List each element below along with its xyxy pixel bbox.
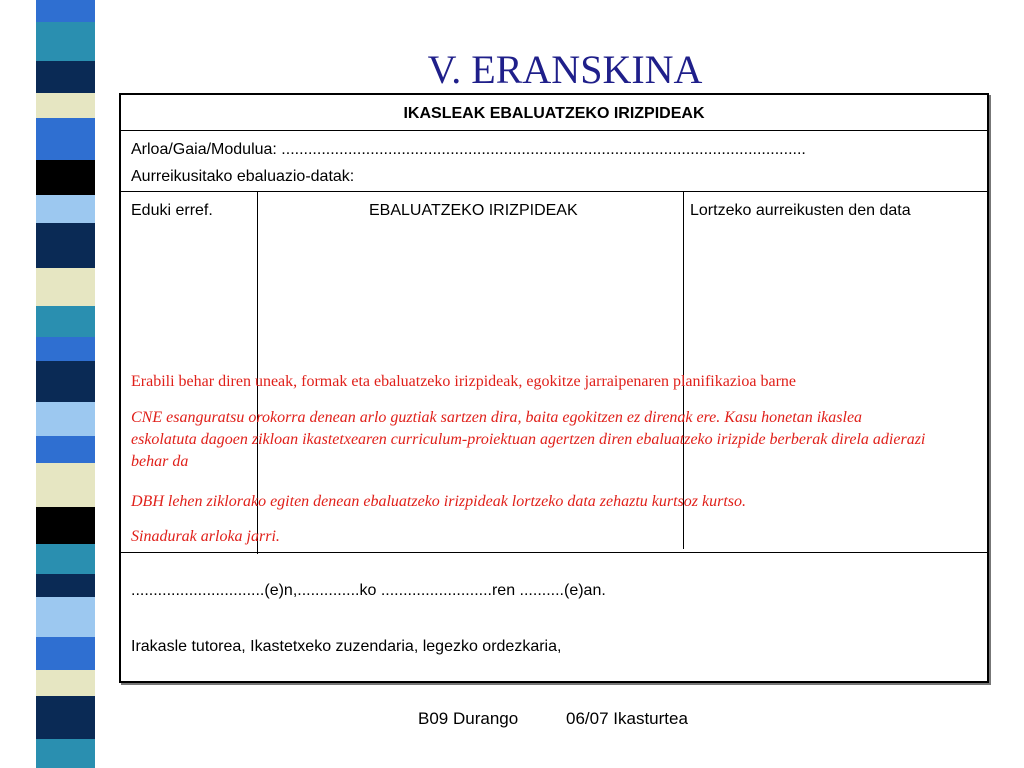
note-text: CNE esanguratsu orokorra denean arlo guztiak sartzen dira, baita egokitzen ez direnak ere. Kasu honetan ikaslea eskolatuta dagoen zikloan ikastetxearen curriculum-proiektuan agertzen diren ebaluatzeko irizpide berberak direla adierazi behar da — [131, 409, 926, 470]
strip-block — [36, 195, 95, 223]
strip-block — [36, 402, 95, 436]
strip-block — [36, 22, 95, 61]
strip-block — [36, 306, 95, 337]
evaluation-criteria-form — [119, 93, 989, 683]
strip-block — [36, 670, 95, 696]
place-date-line: ..............................(e)n,..............ko .........................ren ..........(e)an. — [131, 582, 606, 599]
signatures-line: Irakasle tutorea, Ikastetxeko zuzendaria, legezko ordezkaria, — [131, 638, 562, 655]
strip-block — [36, 268, 95, 306]
subject-line: Arloa/Gaia/Modulua: ...................................................................................................................... — [131, 141, 806, 158]
strip-block — [36, 160, 95, 195]
decorative-side-strip — [0, 0, 115, 768]
divider — [121, 552, 987, 553]
slide-title: V. ERANSKINA — [427, 47, 703, 92]
strip-block — [36, 696, 95, 739]
dates-line: Aurreikusitako ebaluazio-datak: — [131, 168, 355, 185]
strip-block — [36, 436, 95, 463]
strip-block — [36, 637, 95, 670]
strip-block — [36, 0, 95, 22]
divider — [121, 130, 987, 131]
strip-block — [36, 739, 95, 768]
strip-block — [36, 337, 95, 361]
strip-block — [36, 574, 95, 597]
note-text: DBH lehen ziklorako egiten denean ebaluatzeko irizpideak lortzeko data zehaztu kurtsoz kurtso. — [131, 493, 747, 510]
form-title: IKASLEAK EBALUATZEKO IRIZPIDEAK — [403, 105, 705, 122]
strip-block — [36, 597, 95, 637]
strip-block — [36, 361, 95, 402]
note-text: Erabili behar diren uneak, formak eta ebaluatzeko irizpideak, egokitze jarraipenaren planifikazioa barne — [131, 373, 796, 390]
footer-location: B09 Durango — [418, 709, 519, 728]
note-text: Sinadurak arloka jarri. — [131, 528, 280, 545]
strip-block — [36, 93, 95, 118]
strip-block — [36, 223, 95, 268]
strip-block — [36, 507, 95, 544]
column-header-content-ref: Eduki erref. — [131, 202, 213, 219]
column-header-criteria: EBALUATZEKO IRIZPIDEAK — [369, 202, 578, 219]
strip-block — [36, 463, 95, 507]
column-header-target-date: Lortzeko aurreikusten den data — [690, 202, 911, 219]
footer-school-year: 06/07 Ikasturtea — [566, 709, 688, 728]
strip-block — [36, 61, 95, 93]
strip-block — [36, 118, 95, 160]
strip-block — [36, 544, 95, 574]
divider — [121, 191, 987, 192]
